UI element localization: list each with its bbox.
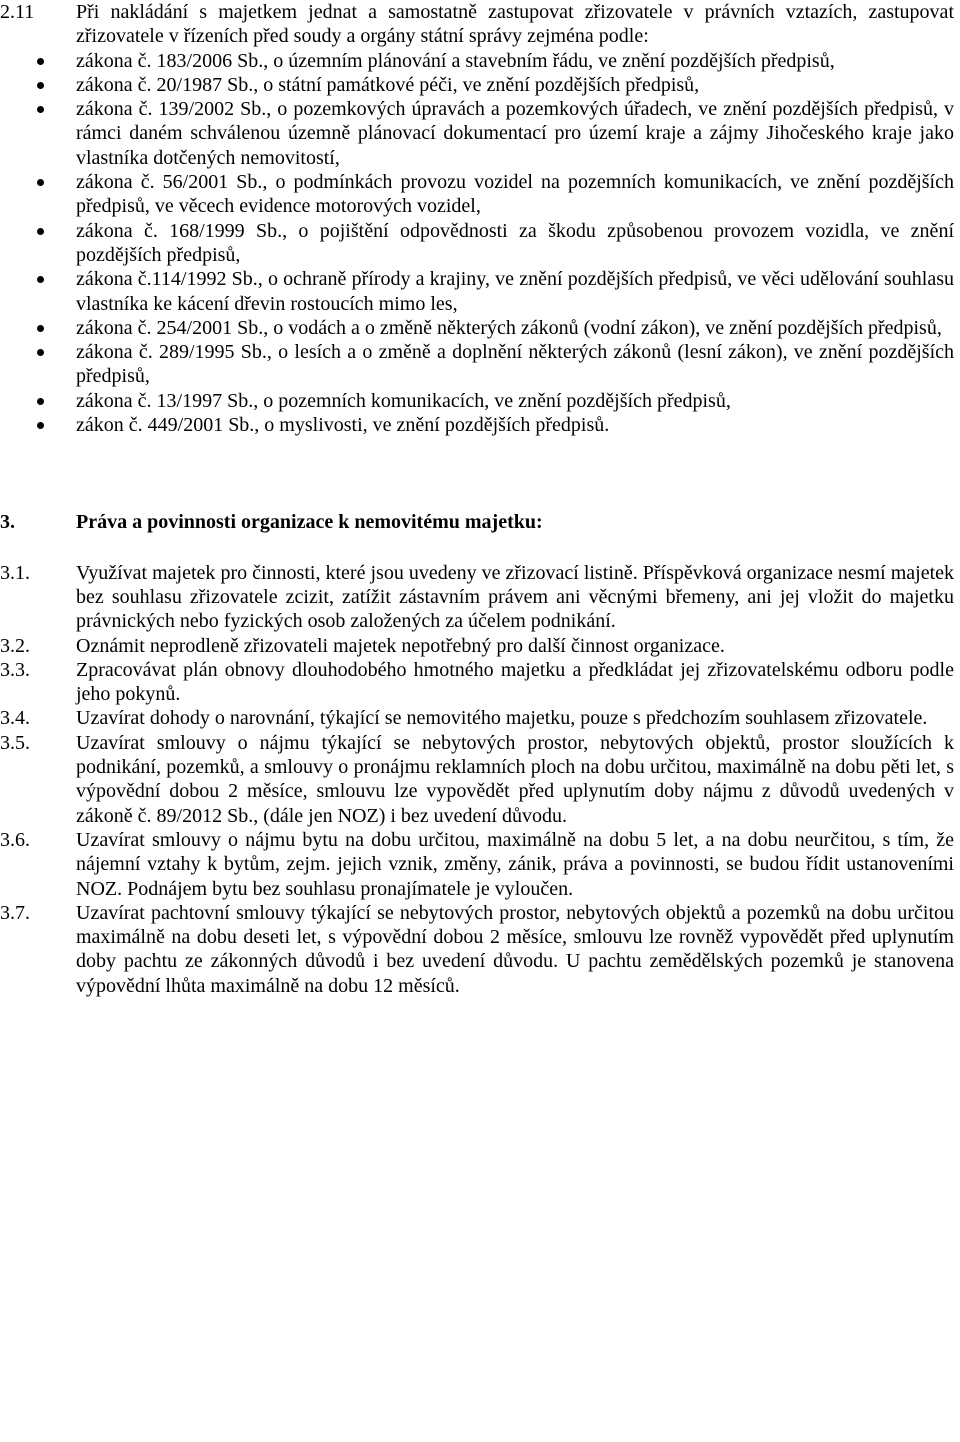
spacer xyxy=(0,437,960,510)
section-title: Práva a povinnosti organizace k nemovitému majetku: xyxy=(76,511,543,534)
clause-text: Uzavírat dohody o narovnání, týkající se nemovitého majetku, pouze s předchozím souhlasem zřizovatele. xyxy=(76,707,928,730)
clause-number: 3.2. xyxy=(0,634,30,657)
clause-3-1 xyxy=(0,561,960,634)
list-item-text: zákona č. 139/2002 Sb., o pozemkových úpravách a pozemkových úřadech, ve znění pozdějších předpisů, v rámci daném schválenou územně plánovací dokumentací pro území kraje a zájmy Jihočeského kraje jako vlastníka dotčených nemovitostí, xyxy=(76,98,954,169)
list-item-text: zákona č. 56/2001 Sb., o podmínkách provozu vozidel na pozemních komunikacích, ve znění pozdějších předpisů, ve věcech evidence motorových vozidel, xyxy=(76,171,954,218)
section-2-11-intro xyxy=(0,0,960,49)
list-item xyxy=(0,73,960,97)
list-item xyxy=(0,389,960,413)
list-item-text: zákona č. 254/2001 Sb., o vodách a o změně některých zákonů (vodní zákon), ve znění pozdějších předpisů, xyxy=(76,316,942,339)
section-number: 3. xyxy=(0,511,15,534)
bullet-icon xyxy=(37,82,44,89)
clause-text: Využívat majetek pro činnosti, které jsou uvedeny ve zřizovací listině. Příspěvková organizace nesmí majetek bez souhlasu zřizovatele zcizit, zatížit zástavním právem ani věcnými břemeny, ani jej vložit do majetku právnických nebo fyzických osob založených za účelem podnikání. xyxy=(76,561,954,633)
section-number: 2.11 xyxy=(0,1,35,23)
list-item xyxy=(0,267,960,316)
clause-text: Oznámit neprodleně zřizovateli majetek nepotřebný pro další činnost organizace. xyxy=(76,634,725,657)
list-item xyxy=(0,170,960,219)
bullet-icon xyxy=(37,398,44,405)
bullet-icon xyxy=(37,228,44,235)
list-item xyxy=(0,316,960,340)
bullet-icon xyxy=(37,422,44,429)
clause-number: 3.5. xyxy=(0,731,30,754)
clause-number: 3.3. xyxy=(0,658,30,681)
clause-number: 3.7. xyxy=(0,901,30,924)
list-item xyxy=(0,219,960,268)
clause-text: Uzavírat smlouvy o nájmu týkající se nebytových prostor, nebytových objektů, prostor sloužících k podnikání, pozemků, a smlouvy o pronájmu reklamních ploch na dobu určitou, maximálně na dobu pěti let, s výpovědní dobou 2 měsíce, smlouvu lze vypovědět před uplynutím doby nájmu z důvodů uvedených v zákoně č. 89/2012 Sb., (dále jen NOZ) i bez uvedení důvodu. xyxy=(76,731,954,827)
list-item-text: zákona č. 13/1997 Sb., o pozemních komunikacích, ve znění pozdějších předpisů, xyxy=(76,389,731,412)
spacer xyxy=(0,535,960,561)
law-list xyxy=(0,49,960,438)
bullet-icon xyxy=(37,276,44,283)
section-3-items xyxy=(0,561,960,998)
list-item-text: zákon č. 449/2001 Sb., o myslivosti, ve znění pozdějších předpisů. xyxy=(76,414,610,437)
list-item xyxy=(0,97,960,170)
list-item-text: zákona č. 289/1995 Sb., o lesích a o změně a doplnění některých zákonů (lesní zákon), ve znění pozdějších předpisů, xyxy=(76,341,954,388)
clause-3-5 xyxy=(0,731,960,828)
bullet-icon xyxy=(37,325,44,332)
bullet-icon xyxy=(37,349,44,356)
bullet-icon xyxy=(37,58,44,65)
clause-3-2 xyxy=(0,634,960,658)
list-item xyxy=(0,413,960,437)
clause-number: 3.4. xyxy=(0,707,30,730)
clause-3-4 xyxy=(0,706,960,730)
clause-text: Zpracovávat plán obnovy dlouhodobého hmotného majetku a předkládat jej zřizovatelskému odboru podle jeho pokynů. xyxy=(76,658,954,706)
list-item-text: zákona č. 168/1999 Sb., o pojištění odpovědnosti za škodu způsobenou provozem vozidla, ve znění pozdějších předpisů, xyxy=(76,219,954,266)
clause-number: 3.6. xyxy=(0,828,30,851)
clause-3-6 xyxy=(0,828,960,901)
bullet-icon xyxy=(37,179,44,186)
bullet-icon xyxy=(37,106,44,113)
clause-3-7 xyxy=(0,901,960,998)
clause-3-3 xyxy=(0,658,960,707)
section-2-11 xyxy=(0,0,960,437)
list-item xyxy=(0,340,960,389)
list-item-text: zákona č. 20/1987 Sb., o státní památkové péči, ve znění pozdějších předpisů, xyxy=(76,73,700,96)
clause-text: Uzavírat smlouvy o nájmu bytu na dobu určitou, maximálně na dobu 5 let, a na dobu neurčitou, s tím, že nájemní vztahy k bytům, zejm. jejich vznik, změny, zánik, práva a povinnosti, se budou řídit ustanoveními NOZ. Podnájem bytu bez souhlasu pronajímatele je vyloučen. xyxy=(76,828,954,900)
list-item xyxy=(0,49,960,73)
clause-number: 3.1. xyxy=(0,561,30,584)
section-text: Při nakládání s majetkem jednat a samostatně zastupovat zřizovatele v právních vztazích, zastupovat zřizovatele v řízeních před soudy a orgány státní správy zejména podle: xyxy=(76,1,954,48)
list-item-text: zákona č. 183/2006 Sb., o územním plánování a stavebním řádu, ve znění pozdějších předpisů, xyxy=(76,49,835,72)
clause-text: Uzavírat pachtovní smlouvy týkající se nebytových prostor, nebytových objektů a pozemků na dobu určitou maximálně na dobu deseti let, s výpovědní dobou 2 měsíce, smlouvu lze rovněž vypovědět před uplynutím doby pachtu ze zákonných důvodů i bez uvedení důvodu. U pachtu zemědělských pozemků je stanovena výpovědní lhůta maximálně na dobu 12 měsíců. xyxy=(76,901,954,997)
list-item-text: zákona č.114/1992 Sb., o ochraně přírody a krajiny, ve znění pozdějších předpisů, ve věci udělování souhlasu vlastníka ke kácení dřevin rostoucích mimo les, xyxy=(76,268,954,315)
section-3-heading xyxy=(0,510,960,534)
